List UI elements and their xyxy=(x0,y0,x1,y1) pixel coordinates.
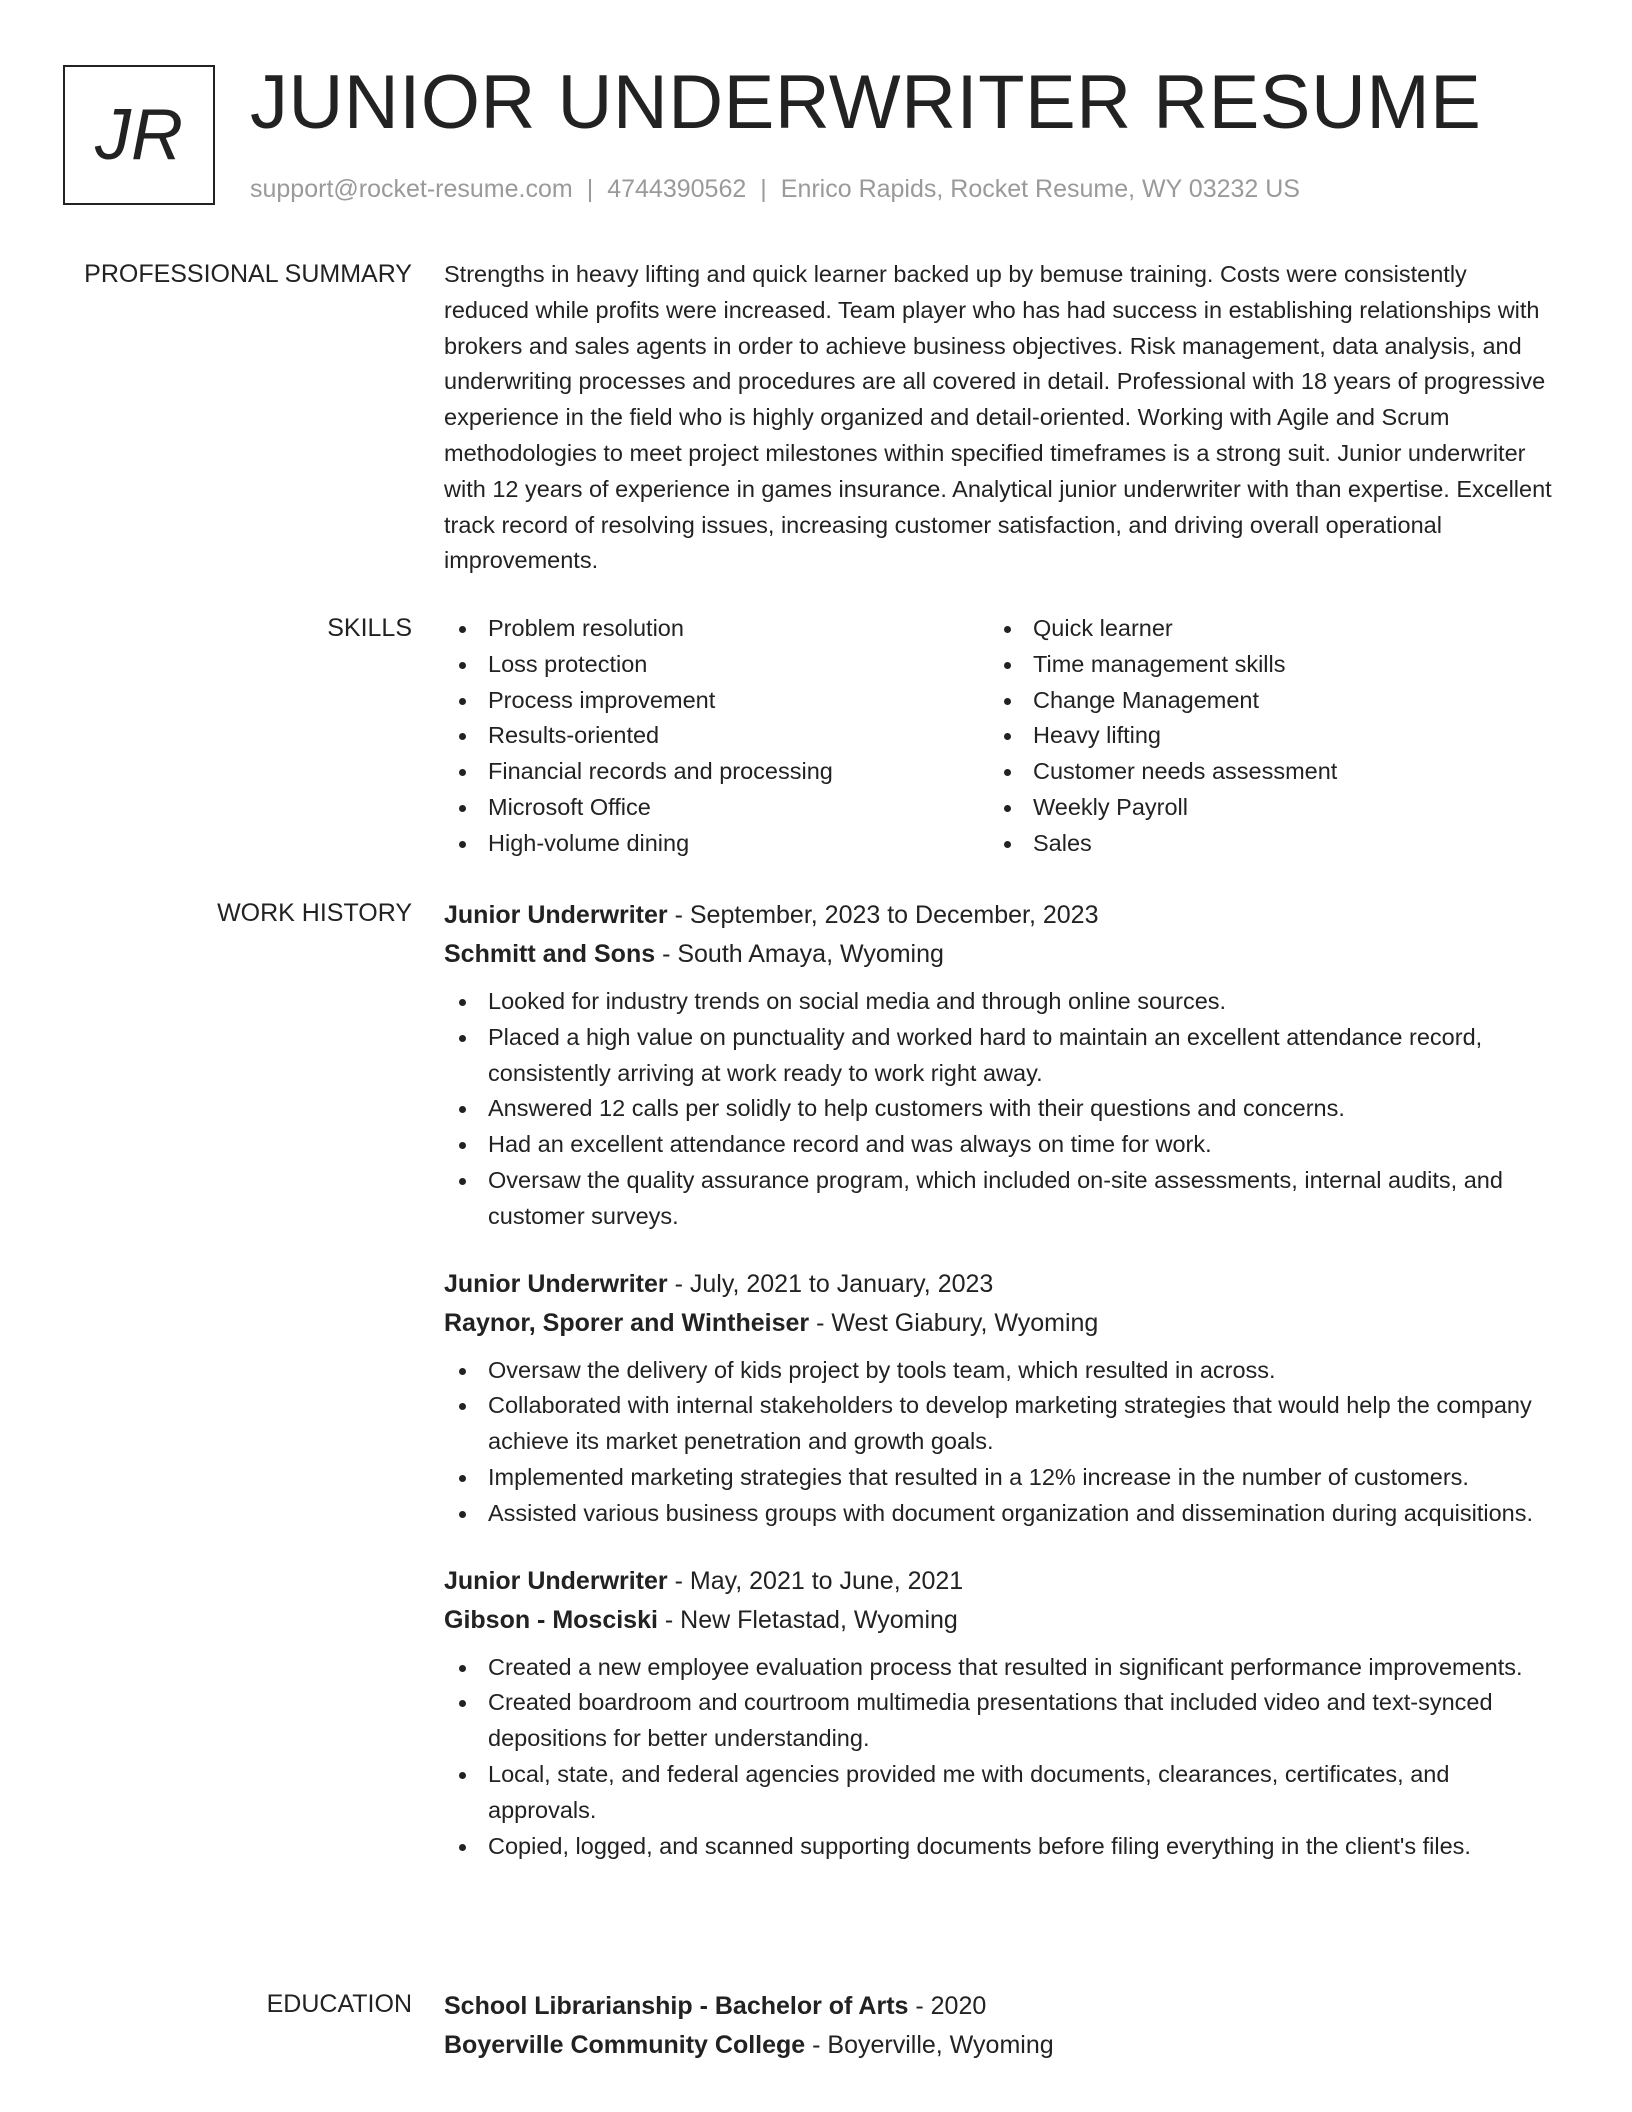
resume-title: JUNIOR UNDERWRITER RESUME xyxy=(250,60,1482,145)
job-company-line xyxy=(444,1601,1554,1640)
skills-column-left xyxy=(444,611,989,862)
contact-email[interactable]: support@rocket-resume.com xyxy=(250,175,573,203)
contact-line xyxy=(250,174,1300,204)
job-bullet: Copied, logged, and scanned supporting documents before filing everything in the client's files. xyxy=(444,1829,1554,1865)
job-entry xyxy=(444,1265,1554,1532)
job-company-line xyxy=(444,935,1554,974)
job-location: - New Fletastad, Wyoming xyxy=(657,1605,958,1634)
school-line xyxy=(444,2026,1554,2065)
monogram-initials: JR xyxy=(95,95,183,175)
skill-item: Process improvement xyxy=(444,683,989,719)
job-bullets xyxy=(444,1650,1554,1865)
skill-item: Results-oriented xyxy=(444,718,989,754)
skill-item: Time management skills xyxy=(989,647,1534,683)
job-bullets xyxy=(444,984,1554,1235)
job-bullets xyxy=(444,1353,1554,1532)
job-company: Gibson - Mosciski xyxy=(444,1605,658,1634)
summary-text: Strengths in heavy lifting and quick learner backed up by bemuse training. Costs were consistently reduced while profits were increased. Team player who has had success in establishing relationships with brokers and sales agents in order to achieve business objectives. Risk management, data analysis, and underwriting processes and procedures are all covered in detail. Professional with 18 years of progressive experience in the field who is highly organized and detail-oriented. Working with Agile and Scrum methodologies to meet project milestones within specified timeframes is a strong suit. Junior underwriter with 12 years of experience in games insurance. Analytical junior underwriter with than expertise. Excellent track record of resolving issues, increasing customer satisfaction, and driving overall operational improvements. xyxy=(444,261,1552,574)
skill-item: Customer needs assessment xyxy=(989,754,1534,790)
skill-item: Financial records and processing xyxy=(444,754,989,790)
job-title-line xyxy=(444,896,1554,935)
degree-year: - 2020 xyxy=(908,1992,987,2020)
job-bullet: Answered 12 calls per solidly to help customers with their questions and concerns. xyxy=(444,1091,1554,1127)
skill-item: Quick learner xyxy=(989,611,1534,647)
contact-address: Enrico Rapids, Rocket Resume, WY 03232 US xyxy=(780,175,1300,203)
job-title-line xyxy=(444,1562,1554,1601)
job-bullet: Placed a high value on punctuality and worked hard to maintain an excellent attendance record, consistently arriving at work ready to work right away. xyxy=(444,1020,1554,1092)
skill-item: Sales xyxy=(989,826,1534,862)
job-location: - South Amaya, Wyoming xyxy=(655,940,944,968)
skill-item: Change Management xyxy=(989,683,1534,719)
job-bullet: Created a new employee evaluation process that resulted in significant performance improvements. xyxy=(444,1650,1554,1686)
job-dates: - May, 2021 to June, 2021 xyxy=(667,1566,964,1595)
job-title: Junior Underwriter xyxy=(444,1566,668,1595)
job-location: - West Giabury, Wyoming xyxy=(809,1308,1099,1337)
contact-separator: | xyxy=(760,175,767,203)
job-bullet: Collaborated with internal stakeholders to develop marketing strategies that would help the company achieve its market penetration and growth goals. xyxy=(444,1388,1554,1460)
work-history-heading: WORK HISTORY xyxy=(217,899,412,927)
job-bullet: Implemented marketing strategies that resulted in a 12% increase in the number of customers. xyxy=(444,1460,1554,1496)
job-entry xyxy=(444,1562,1554,1865)
contact-phone[interactable]: 4744390562 xyxy=(607,175,747,203)
job-bullet: Local, state, and federal agencies provided me with documents, clearances, certificates, and approvals. xyxy=(444,1757,1554,1829)
summary-body xyxy=(444,257,1554,579)
job-bullet: Created boardroom and courtroom multimedia presentations that included video and text-synced depositions for better understanding. xyxy=(444,1685,1554,1757)
job-bullet: Assisted various business groups with document organization and dissemination during acquisitions. xyxy=(444,1496,1554,1532)
skills-heading: SKILLS xyxy=(327,614,412,642)
job-bullet: Oversaw the delivery of kids project by tools team, which resulted in across. xyxy=(444,1353,1554,1389)
job-bullet: Oversaw the quality assurance program, which included on-site assessments, internal audits, and customer surveys. xyxy=(444,1163,1554,1235)
skill-item: Heavy lifting xyxy=(989,718,1534,754)
skill-item: Loss protection xyxy=(444,647,989,683)
job-company: Raynor, Sporer and Wintheiser xyxy=(444,1308,810,1337)
job-bullet: Had an excellent attendance record and was always on time for work. xyxy=(444,1127,1554,1163)
job-title: Junior Underwriter xyxy=(444,1269,668,1298)
skills-grid xyxy=(444,611,1554,862)
job-dates: - September, 2023 to December, 2023 xyxy=(667,901,1099,929)
job-company-line xyxy=(444,1304,1554,1343)
skill-item: Weekly Payroll xyxy=(989,790,1534,826)
job-title-line xyxy=(444,1265,1554,1304)
school-name: Boyerville Community College xyxy=(444,2031,806,2059)
degree-name: School Librarianship - Bachelor of Arts xyxy=(444,1992,909,2020)
job-entry xyxy=(444,896,1554,1235)
skills-column-right xyxy=(989,611,1534,862)
education-heading: EDUCATION xyxy=(266,1990,412,2018)
skill-item: Microsoft Office xyxy=(444,790,989,826)
skill-item: High-volume dining xyxy=(444,826,989,862)
job-company: Schmitt and Sons xyxy=(444,940,656,968)
job-dates: - July, 2021 to January, 2023 xyxy=(667,1269,994,1298)
summary-heading: PROFESSIONAL SUMMARY xyxy=(84,260,412,288)
school-location: - Boyerville, Wyoming xyxy=(805,2031,1054,2059)
skill-item: Problem resolution xyxy=(444,611,989,647)
contact-separator: | xyxy=(586,175,594,203)
monogram-box xyxy=(63,65,215,205)
degree-line xyxy=(444,1987,1554,2026)
education-body xyxy=(444,1987,1554,2065)
job-bullet: Looked for industry trends on social media and through online sources. xyxy=(444,984,1554,1020)
job-title: Junior Underwriter xyxy=(444,901,668,929)
work-history-body xyxy=(444,896,1554,1864)
